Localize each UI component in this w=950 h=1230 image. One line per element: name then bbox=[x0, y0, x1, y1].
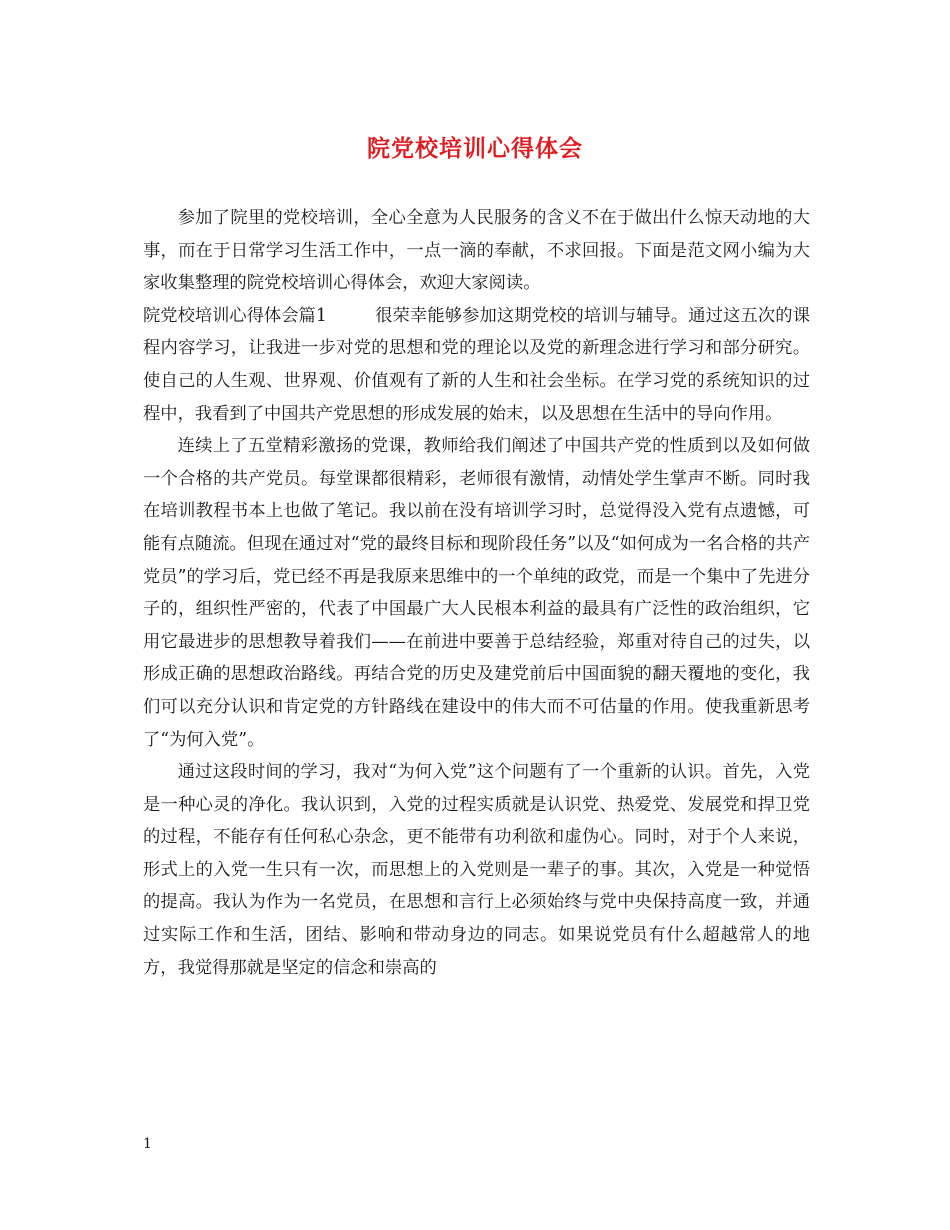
intro-paragraph: 参加了院里的党校培训，全心全意为人民服务的含义不在于做出什么惊天动地的大事，而在于日常学习生活工作中，一点一滴的奉献，不求回报。下面是范文网小编为大家收集整理的院党校培训心得体会，欢迎大家阅读。 bbox=[143, 208, 810, 294]
body-paragraph-2: 连续上了五堂精彩激扬的党课，教师给我们阐述了中国共产党的性质到以及如何做一个合格的共产党员。每堂课都很精彩，老师很有激情，动情处学生掌声不断。同时我在培训教程书本上也做了笔记。我以前在没有培训学习时，总觉得没入党有点遗憾，可能有点随流。但现在通过对“党的最终目标和现阶段任务”以及“如何成为一名合格的共产党员”的学习后，党已经不再是我原来思维中的一个单纯的政党，而是一个集中了先进分子的，组织性严密的，代表了中国最广大人民根本利益的最具有广泛性的政治组织，它用它最进步的思想教导着我们——在前进中要善于总结经验，郑重对待自己的过失，以形成正确的思想政治路线。再结合党的历史及建党前后中国面貌的翻天覆地的变化，我们可以充分认识和肯定党的方针路线在建设中的伟大而不可估量的作用。使我重新思考了“为何入党”。 bbox=[143, 436, 810, 750]
section-first-text: 很荣幸能够参加这期党校的培训与辅导。通过这五次的课程内容学习，让我进一步对党的思想和党的理论以及党的新理念进行学习和部分研究。使自己的人生观、世界观、价值观有了新的人生和社会坐标。在学习党的系统知识的过程中，我看到了中国共产党思想的形成发展的始末，以及思想在生活中的导向作用。 bbox=[143, 305, 810, 424]
section-paragraph bbox=[143, 300, 810, 430]
document-title: 院党校培训心得体会 bbox=[367, 135, 583, 162]
body-paragraph-3: 通过这段时间的学习，我对“为何入党”这个问题有了一个重新的认识。首先，入党是一种心灵的净化。我认识到，入党的过程实质就是认识党、热爱党、发展党和捍卫党的过程，不能存有任何私心杂念，更不能带有功利欲和虚伪心。同时，对于个人来说，形式上的入党一生只有一次，而思想上的入党则是一辈子的事。其次，入党是一种觉悟的提高。我认为作为一名党员，在思想和言行上必须始终与党中央保持高度一致，并通过实际工作和生活，团结、影响和带动身边的同志。如果说党员有什么超越常人的地方，我觉得那就是坚定的信念和崇高的 bbox=[143, 762, 810, 978]
page-number: 1 bbox=[143, 1136, 152, 1152]
section-heading: 院党校培训心得体会篇1 bbox=[143, 305, 327, 326]
document-body bbox=[143, 202, 810, 984]
